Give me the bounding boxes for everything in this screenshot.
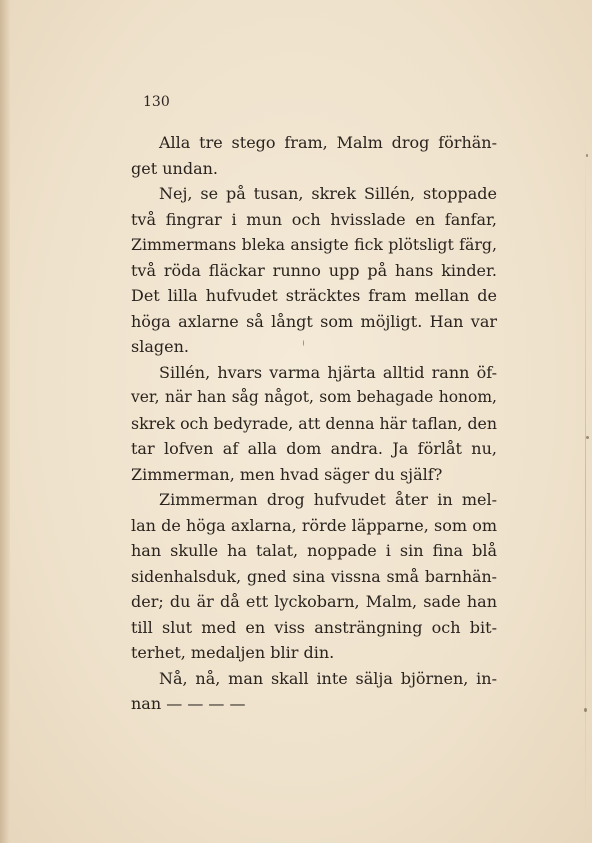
paper-speck xyxy=(303,340,304,346)
text-line: Alla tre stego fram, Malm drog förhän- xyxy=(159,133,497,152)
text-line: Zimmerman drog hufvudet åter in mel- xyxy=(159,490,497,509)
text-line: Zimmermans bleka ansigte fick plötsligt färg, xyxy=(131,235,497,254)
text-line: lan de höga axlarna, rörde läpparne, som om xyxy=(131,515,497,535)
text-line: höga axlarne så långt som möjligt. Han var xyxy=(131,311,497,331)
page-gutter xyxy=(0,0,10,843)
text-line: till slut med en viss ansträngning och bit- xyxy=(131,617,497,637)
text-line: två fingrar i mun och hvisslade en fanfar, xyxy=(131,209,497,229)
paper-speck xyxy=(584,708,587,712)
text-line: Nå, nå, man skall inte sälja björnen, in- xyxy=(159,668,497,688)
paper-speck xyxy=(586,154,588,157)
text-line: slagen. xyxy=(131,337,189,356)
text-line: sidenhalsduk, gned sina vissna små barnhän- xyxy=(131,566,497,586)
text-line: Nej, se på tusan, skrek Sillén, stoppade xyxy=(159,184,497,203)
text-line: Zimmerman, men hvad säger du själf? xyxy=(131,464,443,484)
text-line: ver, när han såg något, som behagade honom, xyxy=(131,388,497,406)
body-text xyxy=(131,130,497,717)
text-line: två röda fläckar runno upp på hans kinder. xyxy=(131,260,497,280)
text-line: skrek och bedyrade, att denna här taflan, den xyxy=(131,413,497,433)
text-line: han skulle ha talat, noppade i sin fina blå xyxy=(131,541,497,560)
text-line: Det lilla hufvudet sträcktes fram mellan de xyxy=(131,286,497,305)
text-line: get undan. xyxy=(131,158,219,178)
page-number: 130 xyxy=(143,94,170,110)
text-line: tar lofven af alla dom andra. Ja förlåt nu, xyxy=(131,439,497,458)
text-line: der; du är då ett lyckobarn, Malm, sade han xyxy=(131,592,497,611)
text-line: Sillén, hvars varma hjärta alltid rann öf- xyxy=(159,362,497,382)
paper-speck xyxy=(586,436,589,439)
text-line: terhet, medaljen blir din. xyxy=(131,643,335,662)
page-edge-shadow xyxy=(585,140,586,830)
text-line: nan — — — — xyxy=(131,694,246,713)
